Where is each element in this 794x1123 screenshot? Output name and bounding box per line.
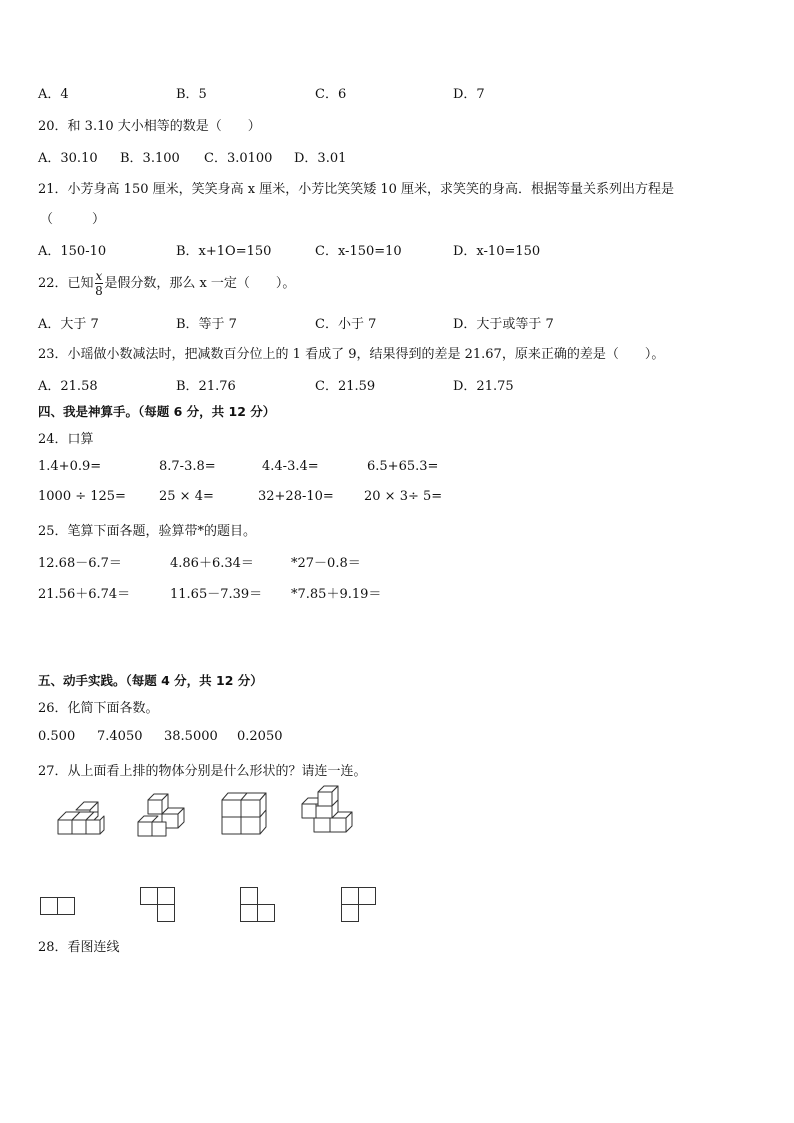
q24-item-4: 6.5+65.3= bbox=[367, 459, 439, 474]
q21-option-a: A．150-10 bbox=[38, 244, 107, 259]
q20-option-b: B．3.100 bbox=[120, 151, 180, 166]
q22-stem bbox=[38, 270, 295, 297]
q28-stem: 28．看图连线 bbox=[38, 940, 120, 955]
q20-stem: 20．和 3.10 大小相等的数是（ ） bbox=[38, 119, 261, 134]
q22-option-c: C．小于 7 bbox=[315, 317, 377, 332]
q19-option-d: D．7 bbox=[453, 87, 485, 102]
q22-option-a: A．大于 7 bbox=[38, 317, 99, 332]
q25-item-4: 21.56＋6.74＝ bbox=[38, 587, 131, 602]
q24-item-2: 8.7-3.8= bbox=[159, 459, 216, 474]
q27-view-1 bbox=[40, 897, 76, 915]
q25-item-1: 12.68－6.7＝ bbox=[38, 556, 122, 571]
q19-option-a: A．4 bbox=[38, 87, 69, 102]
q25-item-2: 4.86＋6.34＝ bbox=[170, 556, 254, 571]
q23-option-d: D．21.75 bbox=[453, 379, 514, 394]
section-4-title: 四、我是神算手。（每题 6 分，共 12 分） bbox=[38, 404, 276, 419]
q24-item-6: 25 × 4= bbox=[159, 489, 214, 504]
q25-stem: 25．笔算下面各题，验算带*的题目。 bbox=[38, 524, 257, 539]
q25-item-3: *27－0.8＝ bbox=[291, 556, 361, 571]
q23-option-b: B．21.76 bbox=[176, 379, 236, 394]
q26-number-3: 38.5000 bbox=[164, 729, 218, 744]
q24-item-8: 20 × 3÷ 5= bbox=[364, 489, 443, 504]
q23-stem: 23．小瑶做小数减法时，把减数百分位上的 1 看成了 9，结果得到的差是 21.67，原来正确的差是（ ）。 bbox=[38, 347, 665, 362]
q23-option-a: A．21.58 bbox=[38, 379, 98, 394]
q22-fraction-denominator: 8 bbox=[95, 284, 103, 298]
q27-solid-2 bbox=[134, 790, 190, 842]
q24-item-5: 1000 ÷ 125= bbox=[38, 489, 126, 504]
q22-fraction bbox=[95, 270, 104, 297]
q24-item-3: 4.4-3.4= bbox=[262, 459, 319, 474]
q24-stem: 24．口算 bbox=[38, 432, 94, 447]
q20-option-c: C．3.0100 bbox=[204, 151, 273, 166]
q27-solid-1 bbox=[54, 800, 104, 840]
q27-solid-4 bbox=[298, 784, 356, 840]
q24-item-7: 32+28-10= bbox=[258, 489, 334, 504]
q24-item-1: 1.4+0.9= bbox=[38, 459, 102, 474]
q25-item-5: 11.65－7.39＝ bbox=[170, 587, 263, 602]
q23-option-c: C．21.59 bbox=[315, 379, 376, 394]
q26-number-4: 0.2050 bbox=[237, 729, 283, 744]
q21-stem: 21．小芳身高 150 厘米，笑笑身高 x 厘米，小芳比笑笑矮 10 厘米，求笑笑的身高．根据等量关系列出方程是 bbox=[38, 182, 675, 197]
q21-option-b: B．x+1O=150 bbox=[176, 244, 272, 259]
q22-fraction-numerator: x bbox=[95, 269, 103, 283]
q22-option-d: D．大于或等于 7 bbox=[453, 317, 554, 332]
q21-option-d: D．x-10=150 bbox=[453, 244, 541, 259]
q26-stem: 26．化简下面各数。 bbox=[38, 701, 159, 716]
q22-prefix: 22．已知 bbox=[38, 276, 94, 291]
q22-suffix: 是假分数，那么 x 一定（ ）。 bbox=[104, 276, 296, 291]
q26-number-1: 0.500 bbox=[38, 729, 76, 744]
q27-view-3 bbox=[240, 887, 276, 923]
q19-option-b: B．5 bbox=[176, 87, 207, 102]
q19-option-c: C．6 bbox=[315, 87, 347, 102]
q27-stem: 27．从上面看上排的物体分别是什么形状的？请连一连。 bbox=[38, 764, 367, 779]
q26-number-2: 7.4050 bbox=[97, 729, 143, 744]
q25-item-6: *7.85＋9.19＝ bbox=[291, 587, 382, 602]
q22-option-b: B．等于 7 bbox=[176, 317, 237, 332]
q20-option-a: A．30.10 bbox=[38, 151, 98, 166]
q27-view-4 bbox=[341, 887, 377, 923]
q27-solid-3 bbox=[216, 790, 270, 838]
q20-option-d: D．3.01 bbox=[294, 151, 347, 166]
q21-blank: （ ） bbox=[40, 212, 106, 227]
q21-option-c: C．x-150=10 bbox=[315, 244, 402, 259]
q27-view-2 bbox=[140, 887, 176, 923]
section-5-title: 五、动手实践。（每题 4 分，共 12 分） bbox=[38, 673, 263, 688]
